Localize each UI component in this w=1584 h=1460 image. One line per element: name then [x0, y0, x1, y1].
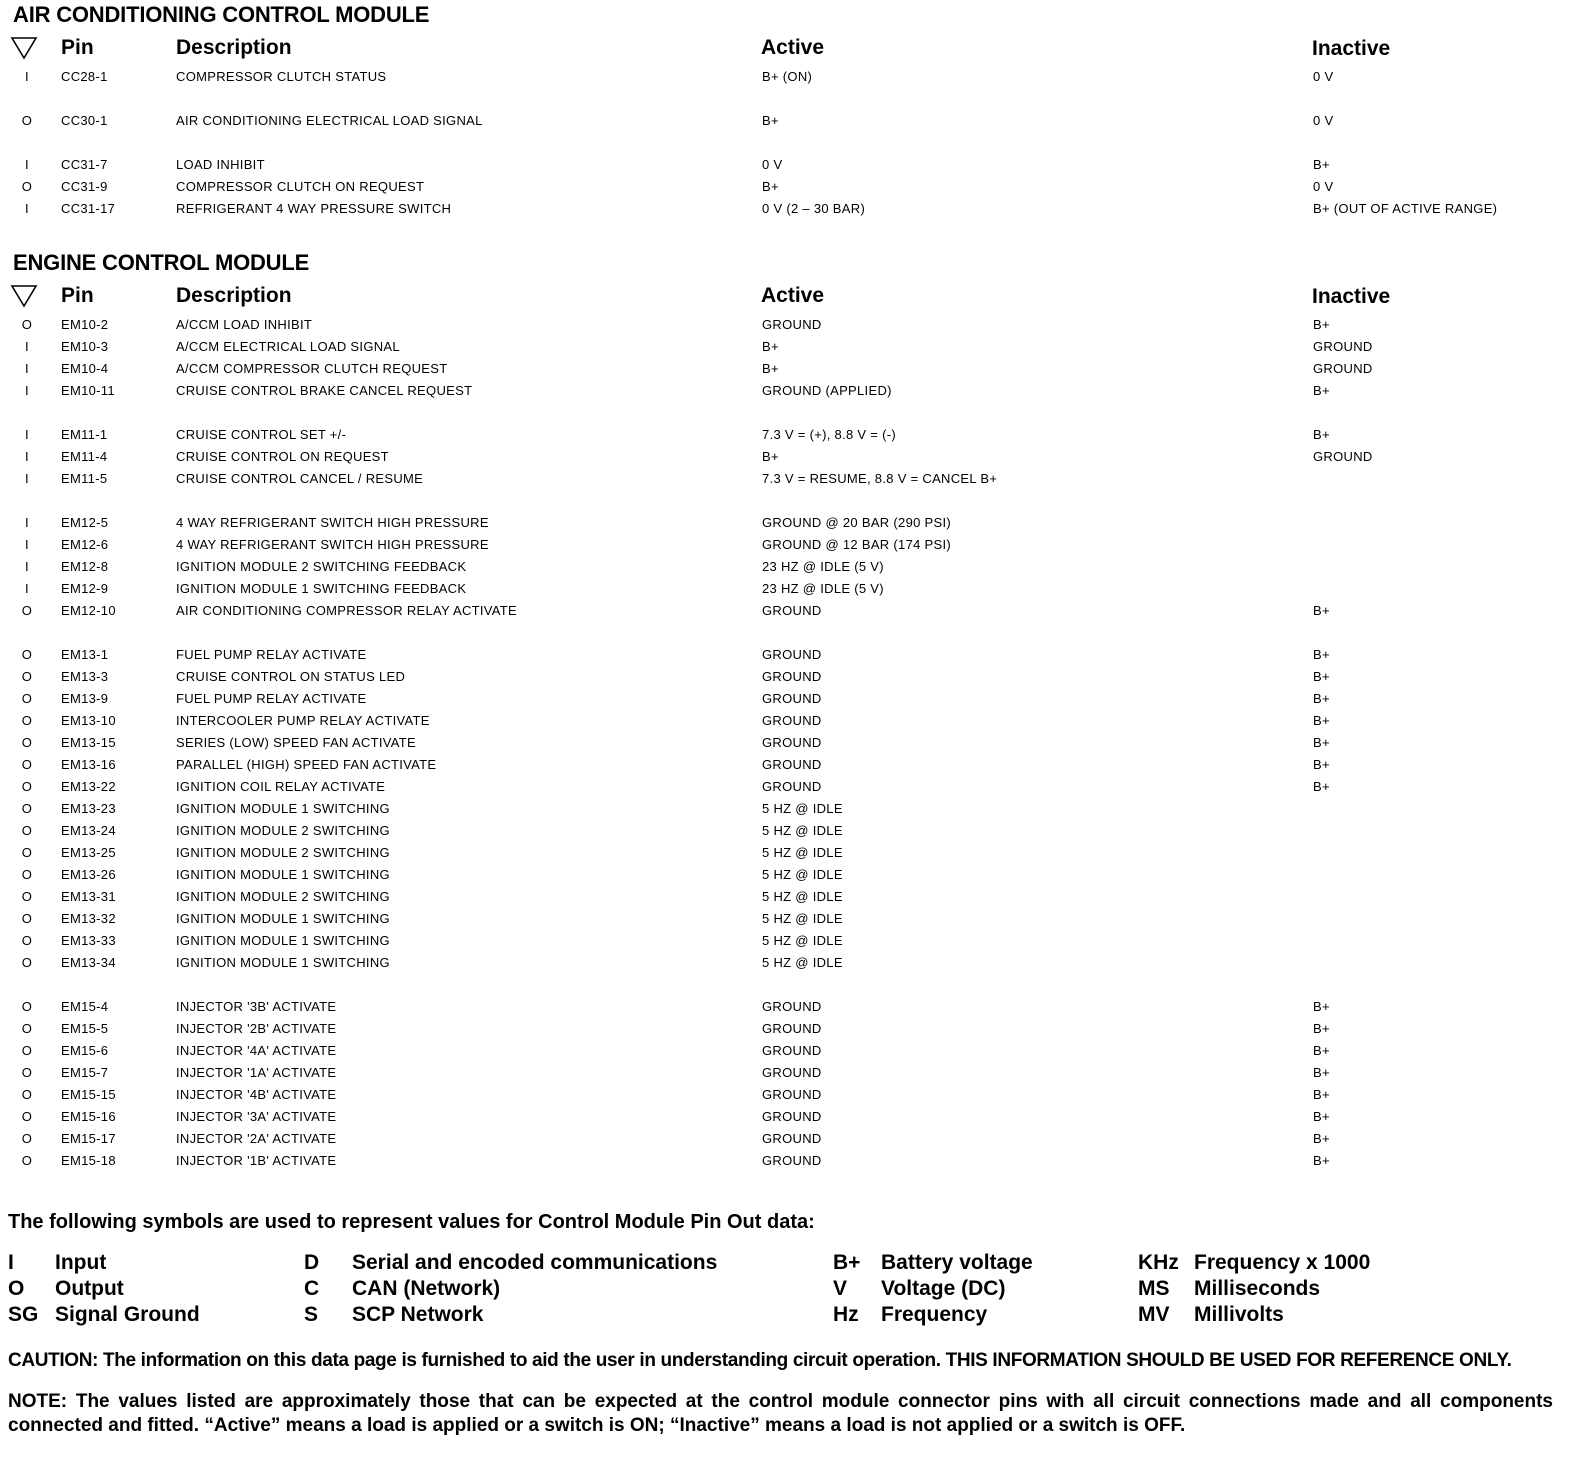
pin-id: CC31-9 [61, 179, 108, 194]
symbol-entry [1138, 1250, 1438, 1276]
inactive-value: B+ [1313, 317, 1330, 332]
io-direction: O [21, 647, 33, 662]
active-value: 5 HZ @ IDLE [762, 911, 843, 926]
pin-id: EM12-10 [61, 603, 116, 618]
symbol-entry [304, 1302, 764, 1328]
symbol-desc: Input [55, 1251, 107, 1274]
table-row [0, 1042, 1584, 1062]
active-value: GROUND [762, 1131, 822, 1146]
io-direction: O [21, 823, 33, 838]
io-direction: O [21, 1087, 33, 1102]
io-direction: O [21, 691, 33, 706]
pin-id: CC30-1 [61, 113, 108, 128]
pin-id: EM15-7 [61, 1065, 109, 1080]
pin-id: EM13-9 [61, 691, 109, 706]
symbol-entry [1138, 1276, 1438, 1302]
direction-triangle-icon [10, 284, 38, 308]
pin-description: COMPRESSOR CLUTCH STATUS [176, 69, 387, 84]
pin-id: EM12-5 [61, 515, 109, 530]
io-direction: I [25, 361, 29, 376]
io-direction: O [21, 179, 33, 194]
io-direction: O [21, 779, 33, 794]
io-direction: I [25, 201, 29, 216]
pin-id: EM13-3 [61, 669, 109, 684]
table-row [0, 1108, 1584, 1128]
io-direction: O [21, 1043, 33, 1058]
table-row [0, 932, 1584, 952]
pin-description: IGNITION MODULE 1 SWITCHING [176, 933, 390, 948]
pin-id: EM10-4 [61, 361, 109, 376]
symbol-desc: CAN (Network) [352, 1277, 501, 1300]
pin-description: INJECTOR '3A' ACTIVATE [176, 1109, 337, 1124]
io-direction: O [21, 1153, 33, 1168]
active-value: 23 HZ @ IDLE (5 V) [762, 581, 884, 596]
io-direction: O [21, 933, 33, 948]
io-direction: O [21, 317, 33, 332]
inactive-value: B+ [1313, 999, 1330, 1014]
symbol-entry [833, 1276, 1113, 1302]
table-row [0, 954, 1584, 974]
symbols-column [1138, 1250, 1438, 1328]
pin-id: CC28-1 [61, 69, 108, 84]
symbol-desc: Milliseconds [1194, 1277, 1321, 1300]
direction-triangle-icon [10, 36, 38, 60]
symbol-entry [1138, 1302, 1438, 1328]
table-row [0, 910, 1584, 930]
table-row [0, 580, 1584, 600]
header-pin: Pin [61, 284, 94, 307]
symbol-code: V [833, 1277, 848, 1300]
pin-id: EM12-8 [61, 559, 109, 574]
pin-description: REFRIGERANT 4 WAY PRESSURE SWITCH [176, 201, 452, 216]
inactive-value: GROUND [1313, 361, 1373, 376]
pin-description: IGNITION MODULE 2 SWITCHING FEEDBACK [176, 559, 467, 574]
table-row [0, 536, 1584, 556]
symbol-code: MS [1138, 1277, 1170, 1300]
active-value: 7.3 V = (+), 8.8 V = (-) [762, 427, 897, 442]
active-value: B+ [762, 449, 779, 464]
inactive-value: B+ [1313, 647, 1330, 662]
pin-id: EM10-2 [61, 317, 109, 332]
io-direction: O [21, 1109, 33, 1124]
table-row [0, 646, 1584, 666]
active-value: 5 HZ @ IDLE [762, 889, 843, 904]
io-direction: O [21, 669, 33, 684]
symbol-entry [833, 1250, 1113, 1276]
pin-id: EM15-15 [61, 1087, 116, 1102]
pin-id: EM13-10 [61, 713, 116, 728]
inactive-value: B+ [1313, 1153, 1330, 1168]
pin-id: CC31-7 [61, 157, 108, 172]
pin-id: EM10-11 [61, 383, 115, 398]
pin-description: IGNITION MODULE 2 SWITCHING [176, 845, 390, 860]
inactive-value: B+ [1313, 157, 1330, 172]
io-direction: I [25, 339, 29, 354]
inactive-value: B+ [1313, 603, 1330, 618]
table-row [0, 558, 1584, 578]
io-direction: O [21, 911, 33, 926]
inactive-value: B+ [1313, 1043, 1330, 1058]
active-value: GROUND [762, 1021, 822, 1036]
header-description: Description [176, 284, 292, 307]
pin-description: IGNITION MODULE 1 SWITCHING FEEDBACK [176, 581, 467, 596]
inactive-value: GROUND [1313, 339, 1373, 354]
table-row [0, 316, 1584, 336]
table-row [0, 382, 1584, 402]
active-value: B+ [762, 339, 779, 354]
io-direction: O [21, 999, 33, 1014]
pin-id: EM15-6 [61, 1043, 109, 1058]
io-direction: O [21, 713, 33, 728]
active-value: GROUND @ 12 BAR (174 PSI) [762, 537, 952, 552]
symbol-desc: Frequency x 1000 [1194, 1251, 1371, 1274]
symbol-entry [833, 1302, 1113, 1328]
table-row [0, 156, 1584, 176]
table-row [0, 178, 1584, 198]
active-value: 0 V [762, 157, 783, 172]
io-direction: I [25, 515, 29, 530]
inactive-value: B+ [1313, 383, 1330, 398]
active-value: GROUND [762, 999, 822, 1014]
table-row [0, 448, 1584, 468]
io-direction: O [21, 1065, 33, 1080]
pin-description: CRUISE CONTROL CANCEL / RESUME [176, 471, 424, 486]
pin-id: EM13-15 [61, 735, 116, 750]
active-value: 5 HZ @ IDLE [762, 955, 843, 970]
pin-description: INTERCOOLER PUMP RELAY ACTIVATE [176, 713, 430, 728]
table-row [0, 338, 1584, 358]
inactive-value: B+ [1313, 1131, 1330, 1146]
table-row [0, 1064, 1584, 1084]
io-direction: I [25, 449, 29, 464]
pin-id: EM11-5 [61, 471, 108, 486]
symbol-code: MV [1138, 1303, 1170, 1326]
header-inactive: Inactive [1312, 285, 1391, 308]
pin-id: EM13-25 [61, 845, 116, 860]
io-direction: O [21, 955, 33, 970]
table-row [0, 844, 1584, 864]
io-direction: O [21, 113, 33, 128]
table-row [0, 360, 1584, 380]
active-value: B+ [762, 113, 779, 128]
table-row [0, 756, 1584, 776]
io-direction: I [25, 581, 29, 596]
inactive-value: B+ [1313, 757, 1330, 772]
symbol-desc: SCP Network [352, 1303, 484, 1326]
io-direction: I [25, 157, 29, 172]
symbol-desc: Frequency [881, 1303, 988, 1326]
inactive-value: B+ [1313, 669, 1330, 684]
active-value: GROUND [762, 1043, 822, 1058]
pin-id: EM13-26 [61, 867, 116, 882]
table-row [0, 866, 1584, 886]
active-value: GROUND [762, 1109, 822, 1124]
pin-id: EM13-32 [61, 911, 116, 926]
table-row [0, 68, 1584, 88]
pin-description: CRUISE CONTROL BRAKE CANCEL REQUEST [176, 383, 473, 398]
inactive-value: 0 V [1313, 113, 1334, 128]
active-value: 7.3 V = RESUME, 8.8 V = CANCEL B+ [762, 471, 998, 486]
pin-description: IGNITION MODULE 1 SWITCHING [176, 867, 390, 882]
symbol-code: B+ [833, 1251, 861, 1274]
inactive-value: B+ [1313, 427, 1330, 442]
table-row [0, 690, 1584, 710]
symbol-entry [8, 1302, 268, 1328]
header-description: Description [176, 36, 292, 59]
pin-id: EM13-24 [61, 823, 116, 838]
caution-text: CAUTION: The information on this data page is furnished to aid the user in understanding circuit operation. THIS INFORMATION SHOULD BE USED FOR REFERENCE ONLY. [8, 1350, 1512, 1371]
active-value: 5 HZ @ IDLE [762, 801, 843, 816]
inactive-value: B+ [1313, 735, 1330, 750]
symbols-column [833, 1250, 1113, 1328]
pin-id: EM13-1 [61, 647, 109, 662]
symbol-desc: Output [55, 1277, 124, 1300]
pin-description: INJECTOR '4A' ACTIVATE [176, 1043, 337, 1058]
table-row [0, 1086, 1584, 1106]
pin-id: EM12-6 [61, 537, 109, 552]
symbol-entry [8, 1250, 268, 1276]
pin-description: LOAD INHIBIT [176, 157, 265, 172]
active-value: GROUND [762, 1153, 822, 1168]
pin-description: INJECTOR '1B' ACTIVATE [176, 1153, 337, 1168]
io-direction: I [25, 537, 29, 552]
pin-id: EM11-4 [61, 449, 108, 464]
active-value: GROUND [762, 1087, 822, 1102]
io-direction: I [25, 471, 29, 486]
table-row [0, 888, 1584, 908]
table-row [0, 1020, 1584, 1040]
pin-description: IGNITION MODULE 1 SWITCHING [176, 801, 390, 816]
inactive-value: B+ [1313, 713, 1330, 728]
pin-description: SERIES (LOW) SPEED FAN ACTIVATE [176, 735, 416, 750]
inactive-value: B+ [1313, 1065, 1330, 1080]
table-row [0, 712, 1584, 732]
pin-description: AIR CONDITIONING COMPRESSOR RELAY ACTIVATE [176, 603, 518, 618]
pin-description: CRUISE CONTROL SET +/- [176, 427, 347, 442]
pin-id: EM15-18 [61, 1153, 116, 1168]
symbol-code: D [304, 1251, 320, 1274]
inactive-value: GROUND [1313, 449, 1373, 464]
io-direction: O [21, 889, 33, 904]
inactive-value: 0 V [1313, 69, 1334, 84]
pin-description: INJECTOR '4B' ACTIVATE [176, 1087, 337, 1102]
table-row [0, 800, 1584, 820]
symbol-code: O [8, 1277, 25, 1300]
active-value: GROUND [762, 317, 822, 332]
symbol-desc: Battery voltage [881, 1251, 1033, 1274]
active-value: GROUND [762, 757, 822, 772]
active-value: 5 HZ @ IDLE [762, 867, 843, 882]
pin-description: IGNITION MODULE 2 SWITCHING [176, 823, 390, 838]
pin-id: EM15-16 [61, 1109, 116, 1124]
pin-id: EM13-16 [61, 757, 116, 772]
pin-id: CC31-17 [61, 201, 116, 216]
pin-id: EM15-5 [61, 1021, 109, 1036]
inactive-value: B+ [1313, 1021, 1330, 1036]
active-value: GROUND [762, 713, 822, 728]
pin-description: FUEL PUMP RELAY ACTIVATE [176, 647, 367, 662]
symbol-code: I [8, 1251, 14, 1274]
pin-id: EM11-1 [61, 427, 108, 442]
inactive-value: B+ [1313, 1087, 1330, 1102]
symbol-entry [8, 1276, 268, 1302]
io-direction: O [21, 867, 33, 882]
symbol-desc: Millivolts [1194, 1303, 1284, 1326]
symbols-column [8, 1250, 268, 1328]
io-direction: I [25, 383, 29, 398]
table-row [0, 778, 1584, 798]
pin-description: IGNITION MODULE 1 SWITCHING [176, 911, 390, 926]
pin-description: INJECTOR '2B' ACTIVATE [176, 1021, 337, 1036]
io-direction: O [21, 801, 33, 816]
pin-id: EM15-17 [61, 1131, 116, 1146]
pin-id: EM13-22 [61, 779, 116, 794]
io-direction: O [21, 735, 33, 750]
section-title-acm: AIR CONDITIONING CONTROL MODULE [13, 2, 430, 27]
inactive-value: B+ [1313, 691, 1330, 706]
pin-description: A/CCM COMPRESSOR CLUTCH REQUEST [176, 361, 448, 376]
table-row [0, 668, 1584, 688]
symbol-desc: Voltage (DC) [881, 1277, 1006, 1300]
io-direction: O [21, 1021, 33, 1036]
pin-description: 4 WAY REFRIGERANT SWITCH HIGH PRESSURE [176, 515, 489, 530]
active-value: 5 HZ @ IDLE [762, 845, 843, 860]
io-direction: I [25, 559, 29, 574]
table-row [0, 470, 1584, 490]
table-row [0, 200, 1584, 220]
note-text: NOTE: The values listed are approximately those that can be expected at the control module connector pins with all circuit connections made and all components connected and fitted. “Active” means a load is applied or a switch is ON; “Inactive” means a load is not applied or a switch is OFF. [8, 1391, 1553, 1436]
symbol-desc: Signal Ground [55, 1303, 200, 1326]
pin-description: INJECTOR '2A' ACTIVATE [176, 1131, 337, 1146]
active-value: GROUND (APPLIED) [762, 383, 892, 398]
table-row [0, 822, 1584, 842]
symbol-code: SG [8, 1303, 39, 1326]
active-value: GROUND [762, 603, 822, 618]
pin-description: CRUISE CONTROL ON REQUEST [176, 449, 389, 464]
inactive-value: B+ [1313, 779, 1330, 794]
table-row [0, 514, 1584, 534]
io-direction: O [21, 603, 33, 618]
table-row [0, 1152, 1584, 1172]
pin-description: IGNITION MODULE 2 SWITCHING [176, 889, 390, 904]
symbols-title: The following symbols are used to represent values for Control Module Pin Out data: [8, 1211, 815, 1233]
table-row [0, 734, 1584, 754]
pin-description: A/CCM ELECTRICAL LOAD SIGNAL [176, 339, 400, 354]
pin-description: AIR CONDITIONING ELECTRICAL LOAD SIGNAL [176, 113, 483, 128]
io-direction: O [21, 845, 33, 860]
symbol-desc: Serial and encoded communications [352, 1251, 718, 1274]
pin-id: EM12-9 [61, 581, 109, 596]
inactive-value: 0 V [1313, 179, 1334, 194]
active-value: GROUND @ 20 BAR (290 PSI) [762, 515, 952, 530]
symbol-code: Hz [833, 1303, 859, 1326]
header-active: Active [761, 36, 825, 59]
table-row [0, 426, 1584, 446]
active-value: GROUND [762, 669, 822, 684]
active-value: GROUND [762, 691, 822, 706]
symbol-code: KHz [1138, 1251, 1179, 1274]
io-direction: O [21, 757, 33, 772]
symbol-code: C [304, 1277, 320, 1300]
active-value: B+ [762, 179, 779, 194]
table-row [0, 112, 1584, 132]
pin-description: COMPRESSOR CLUTCH ON REQUEST [176, 179, 425, 194]
active-value: 0 V (2 – 30 BAR) [762, 201, 866, 216]
pin-description: INJECTOR '3B' ACTIVATE [176, 999, 337, 1014]
header-inactive: Inactive [1312, 37, 1391, 60]
pin-id: EM10-3 [61, 339, 109, 354]
inactive-value: B+ [1313, 1109, 1330, 1124]
symbols-column [304, 1250, 764, 1328]
pin-id: EM13-31 [61, 889, 116, 904]
active-value: B+ (ON) [762, 69, 813, 84]
pin-description: FUEL PUMP RELAY ACTIVATE [176, 691, 367, 706]
symbol-entry [304, 1276, 764, 1302]
io-direction: I [25, 69, 29, 84]
pin-id: EM13-33 [61, 933, 116, 948]
io-direction: I [25, 427, 29, 442]
io-direction: O [21, 1131, 33, 1146]
active-value: B+ [762, 361, 779, 376]
active-value: GROUND [762, 735, 822, 750]
pin-description: INJECTOR '1A' ACTIVATE [176, 1065, 337, 1080]
active-value: GROUND [762, 647, 822, 662]
symbol-code: S [304, 1303, 319, 1326]
pin-description: IGNITION MODULE 1 SWITCHING [176, 955, 390, 970]
pin-description: IGNITION COIL RELAY ACTIVATE [176, 779, 386, 794]
symbol-entry [304, 1250, 764, 1276]
pin-id: EM13-34 [61, 955, 116, 970]
active-value: GROUND [762, 779, 822, 794]
table-row [0, 998, 1584, 1018]
inactive-value: B+ (OUT OF ACTIVE RANGE) [1313, 201, 1498, 216]
pin-id: EM13-23 [61, 801, 116, 816]
active-value: GROUND [762, 1065, 822, 1080]
section-title-ecm: ENGINE CONTROL MODULE [13, 250, 310, 275]
active-value: 5 HZ @ IDLE [762, 823, 843, 838]
pin-description: CRUISE CONTROL ON STATUS LED [176, 669, 406, 684]
table-row [0, 1130, 1584, 1150]
header-pin: Pin [61, 36, 94, 59]
table-row [0, 602, 1584, 622]
header-active: Active [761, 284, 825, 307]
active-value: 5 HZ @ IDLE [762, 933, 843, 948]
pin-id: EM15-4 [61, 999, 109, 1014]
pin-description: A/CCM LOAD INHIBIT [176, 317, 313, 332]
active-value: 23 HZ @ IDLE (5 V) [762, 559, 884, 574]
pin-description: PARALLEL (HIGH) SPEED FAN ACTIVATE [176, 757, 437, 772]
pin-description: 4 WAY REFRIGERANT SWITCH HIGH PRESSURE [176, 537, 489, 552]
